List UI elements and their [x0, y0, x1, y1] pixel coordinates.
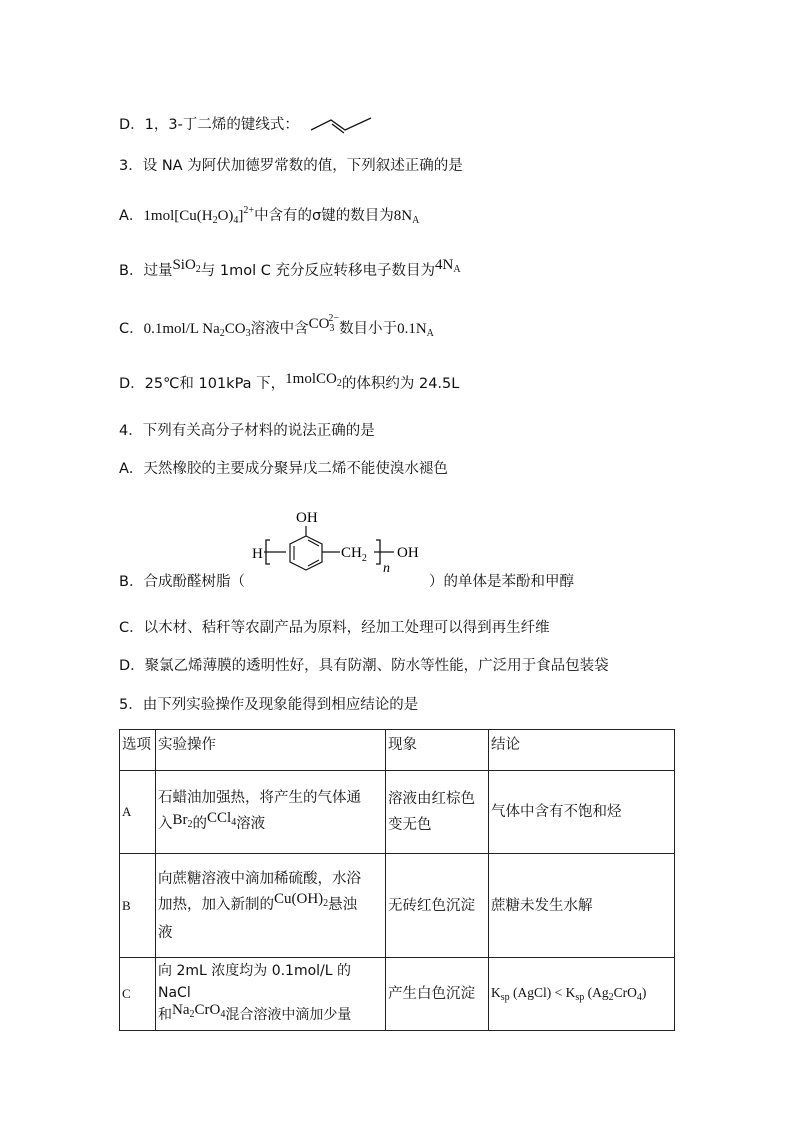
q3-a-formula: $1mol[Cu(H_2O)_4]^{2+}$	[143, 205, 255, 226]
q3-option-a	[119, 205, 419, 229]
q3-c-conc: 0.1mol/L $Na_2CO_3$	[143, 321, 251, 339]
q3-c-prefix: C．	[119, 321, 144, 337]
row-c-conclusion: $K_{sp}$ (AgCl) < $K_{sp}$ $(Ag_2CrO_4)$	[489, 958, 675, 1031]
struct-n: n	[383, 561, 390, 576]
q2-option-d-text: D．1，3-丁二烯的键线式：	[119, 117, 299, 133]
row-b-phenomenon: 无砖红色沉淀	[386, 854, 489, 958]
struct-ch2: $CH_2$	[341, 545, 367, 564]
q3-b-formula: SiO$_2$	[172, 257, 201, 275]
q3-stem: 3．设 NA 为阿伏加德罗常数的值，下列叙述正确的是	[119, 158, 463, 174]
header-conclusion: 结论	[489, 730, 675, 771]
q3-c-value: $0.1N_A$	[397, 321, 434, 339]
q3-a-value: $8N_A$	[393, 208, 420, 226]
row-b-option: B	[120, 854, 156, 958]
q3-a-text: 中含有的σ键的数目为	[254, 208, 394, 224]
row-a-conclusion: 气体中含有不饱和烃	[489, 771, 675, 854]
row-c-phenomenon: 产生白色沉淀	[386, 958, 489, 1031]
q4-b-prefix: B．合成酚醛树脂（	[119, 574, 245, 590]
header-option: 选项	[120, 730, 156, 771]
q3-c-ion: $CO_3^{2-}$	[308, 313, 340, 334]
q5-stem: 5．由下列实验操作及现象能得到相应结论的是	[119, 697, 419, 713]
q3-d-prefix: D．25℃和 101kPa 下，	[119, 376, 286, 392]
q4-option-b	[119, 571, 574, 593]
struct-oh-right: OH	[397, 545, 419, 561]
row-a-phenomenon: 溶液由红棕色变无色	[386, 771, 489, 854]
q3-d-formula: 1molCO$_2$	[285, 371, 342, 389]
q4-option-a: A．天然橡胶的主要成分聚异戊二烯不能使溴水褪色	[119, 461, 448, 477]
q3-option-b	[119, 257, 461, 284]
header-operation: 实验操作	[156, 730, 386, 771]
q3-a-prefix: A．	[119, 208, 144, 224]
table-row	[120, 854, 675, 958]
header-phenomenon: 现象	[386, 730, 489, 771]
q3-b-value: $4N_A$	[435, 257, 461, 275]
table-row	[120, 958, 675, 1031]
q3-option-d	[119, 373, 459, 397]
row-a-operation: 石蜡油加强热，将产生的气体通 入$Br_2$的CCl$_4$溶液	[156, 771, 386, 854]
row-c-operation: 向 2mL 浓度均为 0.1mol/L 的 NaCl 和$Na_2CrO_4$混合溶液中滴加少量	[156, 958, 386, 1031]
row-b-conclusion: 蔗糖未发生水解	[489, 854, 675, 958]
struct-oh-top: OH	[296, 510, 318, 526]
row-a-option: A	[120, 771, 156, 854]
q3-c-text1: 溶液中含	[250, 321, 309, 337]
q3-b-prefix: B．过量	[119, 263, 173, 279]
q4-stem: 4．下列有关高分子材料的说法正确的是	[119, 423, 375, 439]
table-row	[120, 771, 675, 854]
butadiene-skeletal-formula	[309, 114, 375, 136]
q4-b-suffix: ）的单体是苯酚和甲醇	[428, 574, 574, 590]
q3-option-c	[119, 313, 434, 342]
q2-option-d	[119, 114, 375, 136]
experiment-table	[119, 729, 675, 1031]
q3-d-text: 的体积约为 24.5L	[341, 376, 460, 392]
struct-h: H	[252, 546, 263, 562]
row-b-operation: 向蔗糖溶液中滴加稀硫酸，水浴 加热，加入新制的$Cu(OH)_2$悬浊 液	[156, 854, 386, 958]
q4-option-c: C．以木材、秸秆等农副产品为原料，经加工处理可以得到再生纤维	[119, 620, 550, 636]
row-c-option: C	[120, 958, 156, 1031]
q4-option-d: D．聚氯乙烯薄膜的透明性好，具有防潮、防水等性能，广泛用于食品包装袋	[119, 658, 609, 674]
q3-b-text: 与 1mol C 充分反应转移电子数目为	[200, 263, 435, 279]
table-header-row	[120, 730, 675, 771]
q3-c-text2: 数目小于	[339, 321, 398, 337]
